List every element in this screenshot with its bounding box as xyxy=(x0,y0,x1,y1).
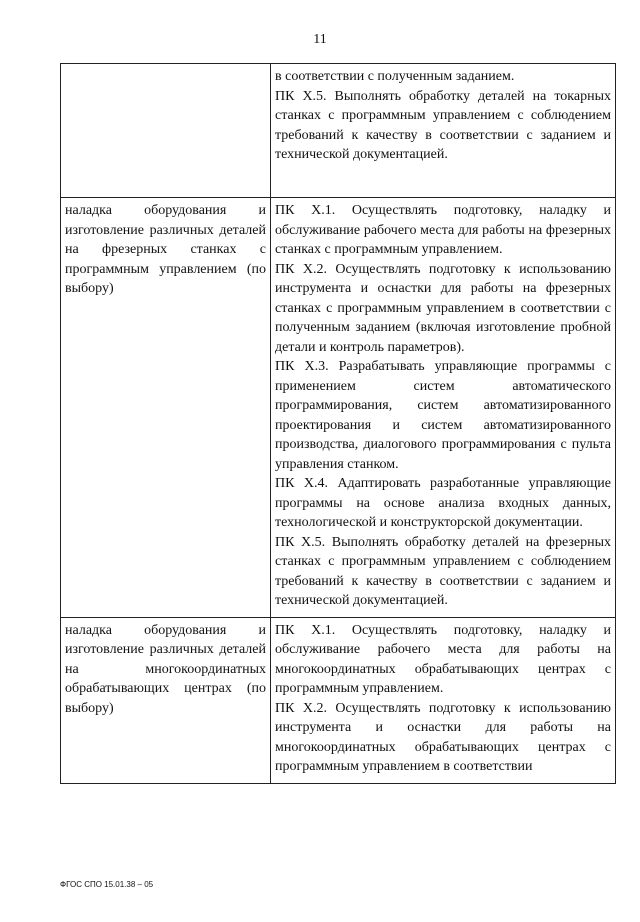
competency-paragraph: ПК X.1. Осуществлять подготовку, наладку и обслуживание рабочего места для работы на многокоординатных обрабатывающих центрах с программным управлением. xyxy=(275,622,611,696)
page-number: 11 xyxy=(313,32,327,47)
footer-doc-code: ФГОС СПО 15.01.38 – 05 xyxy=(60,880,154,889)
competencies-cell xyxy=(271,64,616,198)
competency-paragraph: ПК X.5. Выполнять обработку деталей на фрезерных станках с программным управлением с соблюдением требований к качеству в соответствии с заданием и технической документацией. xyxy=(275,534,611,608)
activity-text: наладка оборудования и изготовление различных деталей на фрезерных станках с программным управлением (по выбору) xyxy=(65,203,266,296)
activity-text: наладка оборудования и изготовление различных деталей на многокоординатных обрабатывающих центрах (по выбору) xyxy=(65,622,266,716)
competency-paragraph: ПК X.5. Выполнять обработку деталей на токарных станках с программным управлением с соблюдением требований к качеству в соответствии с заданием и технической документацией. xyxy=(275,88,611,162)
activity-cell xyxy=(61,617,271,783)
competency-paragraph: ПК X.2. Осуществлять подготовку к использованию инструмента и оснастки для работы на многокоординатных обрабатывающих центрах с программным управлением в соответствии xyxy=(275,700,611,774)
competency-paragraph: ПК X.1. Осуществлять подготовку, наладку и обслуживание рабочего места для работы на фрезерных станках с программным управлением. xyxy=(275,203,611,257)
competencies-cell xyxy=(271,617,616,783)
competency-paragraph: ПК X.3. Разрабатывать управляющие программы с применением систем автоматического программирования, систем автоматизированного проектирования и систем автоматизированного производства, диалогового программирования с пульта управления станком. xyxy=(275,359,611,472)
activity-cell xyxy=(61,198,271,618)
table-row xyxy=(61,64,616,198)
activity-cell xyxy=(61,64,271,198)
competency-paragraph: в соответствии с полученным заданием. xyxy=(275,69,515,84)
competency-paragraph: ПК X.4. Адаптировать разработанные управляющие программы на основе анализа входных данных, технологической и конструкторской документации. xyxy=(275,476,611,530)
competencies-cell xyxy=(271,198,616,618)
competency-paragraph: ПК X.2. Осуществлять подготовку к использованию инструмента и оснастки для работы на фрезерных станках с программным управлением в соответствии с полученным заданием (включая изготовление пробной детали и контроль параметров). xyxy=(275,261,611,355)
table-row xyxy=(61,617,616,783)
competencies-table xyxy=(60,63,616,784)
table-row xyxy=(61,198,616,618)
